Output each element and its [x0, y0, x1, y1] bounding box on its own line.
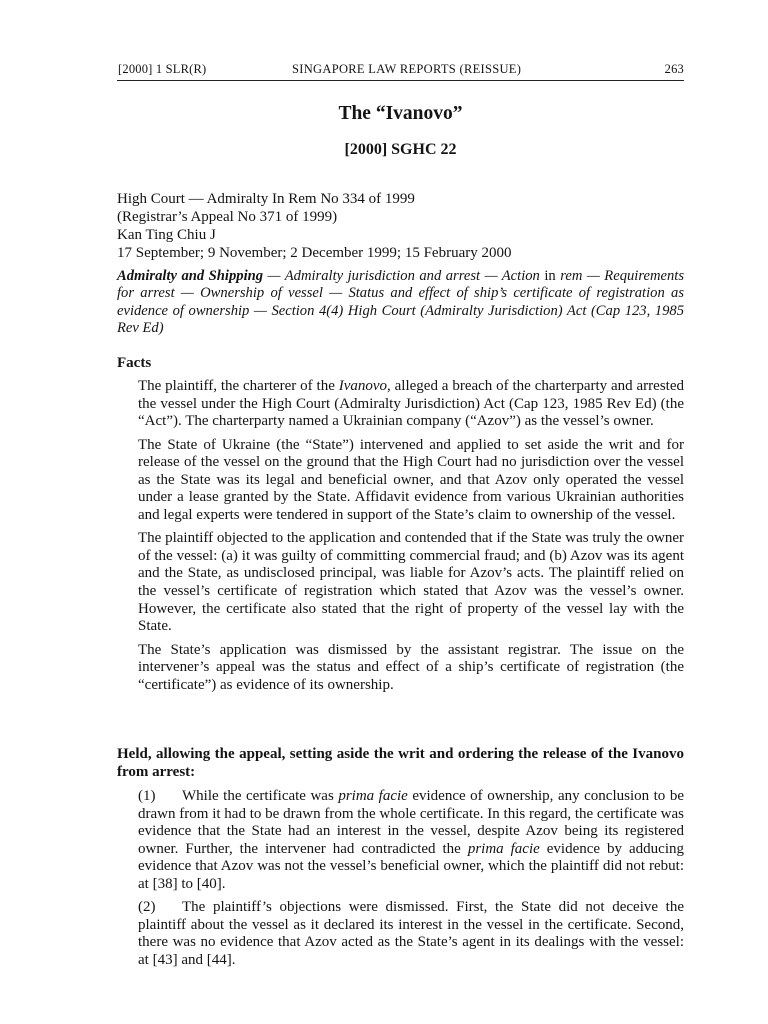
court-line: High Court — Admiralty In Rem No 334 of 1999 [117, 191, 415, 207]
catchwords [117, 268, 684, 338]
case-metadata [117, 190, 684, 262]
vessel-name: Ivanovo [338, 378, 388, 394]
catchwords-subject: Admiralty and Shipping [117, 268, 264, 284]
holding-paragraph [138, 899, 684, 969]
facts-paragraph: The State’s application was dismissed by the assistant registrar. The issue on the intervener’s appeal was the status and effect of a ship’s certificate of registration (the “certificate”) as evidence of its ownership. [138, 641, 684, 693]
facts-text: , alleged a breach of the charterparty and arrested the vessel under the High Court (Admiralty Jurisdiction) Act (Cap 123, 1985 Rev Ed) (the “Act”). The charterparty named a Ukrainian company (“Azov”) as the vessel’s owner. [138, 378, 684, 430]
facts-section [138, 378, 684, 700]
hearing-dates: 17 September; 9 November; 2 December 1999; 15 February 2000 [117, 245, 512, 261]
neutral-citation: [2000] SGHC 22 [344, 141, 457, 158]
page-number: 263 [664, 62, 684, 76]
appeal-line: (Registrar’s Appeal No 371 of 1999) [117, 209, 338, 225]
holdings-section [138, 788, 684, 975]
facts-paragraph [138, 378, 684, 431]
holding-text-italic: prima facie [467, 840, 540, 857]
catchwords-in: in [544, 268, 556, 284]
case-title: The “Ivanovo” [338, 103, 463, 124]
holding-text: evidence of ownership, any conclusion to be drawn from it had to be drawn from the whole certificate. In this regard, the certificate was evidence that the State had an interest in the vessel, despite Azov being its registered owner. Further, the intervener had contradicted the [138, 788, 684, 857]
judge-line: Kan Ting Chiu J [117, 227, 216, 243]
holding-text: While the certificate was [182, 788, 339, 804]
facts-paragraph: The State of Ukraine (the “State”) intervened and applied to set aside the writ and for release of the vessel on the ground that the High Court had no jurisdiction over the vessel as the State was its legal and beneficial owner, and that Azov only operated the vessel under a lease granted by the State. Affidavit evidence from various Ukrainian authorities and legal experts were tendered in support of the State’s claim to ownership of the vessel. [138, 436, 684, 523]
report-citation: [2000] 1 SLR(R) [118, 62, 207, 76]
holding-number: (1) [138, 788, 156, 804]
catchwords-part1: — Admiralty jurisdiction and arrest — Action [263, 268, 545, 284]
report-series-title: SINGAPORE LAW REPORTS (REISSUE) [292, 62, 522, 76]
held-heading: Held, allowing the appeal, setting aside the writ and ordering the release of the Ivanovo from arrest: [117, 746, 684, 780]
catchwords-part2: rem — Requirements for arrest — Ownership of vessel — Status and effect of ship’s certificate of registration as evidence of ownership — Section 4(4) High Court (Admiralty Jurisdiction) Act (Cap 123, 1985 Rev Ed) [117, 268, 685, 337]
holding-text: The plaintiff’s objections were dismissed. First, the State did not deceive the plaintiff about the vessel as it declared its interest in the vessel in the certificate. Second, there was no evidence that Azov acted as the State’s agent in its dealings with the vessel: at [43] and [44]. [138, 899, 684, 968]
facts-text: The plaintiff, the charterer of the [138, 378, 339, 394]
holding-text: evidence by adducing evidence that Azov was not the vessel’s beneficial owner, which the plaintiff did not rebut: at [38] to [40]. [138, 840, 684, 892]
facts-heading: Facts [117, 355, 152, 371]
running-header [117, 62, 684, 81]
facts-paragraph: The plaintiff objected to the application and contended that if the State was truly the owner of the vessel: (a) it was guilty of committing commercial fraud; and (b) Azov was its agent and the State, as undisclosed principal, was liable for Azov’s acts. The plaintiff relied on the vessel’s certificate of registration which stated that Azov was the vessel’s owner. However, the certificate also stated that the right of property of the vessel lay with the State. [138, 530, 684, 635]
holding-number: (2) [138, 899, 156, 916]
holding-paragraph [138, 788, 684, 893]
holding-text-italic: prima facie [338, 788, 408, 804]
